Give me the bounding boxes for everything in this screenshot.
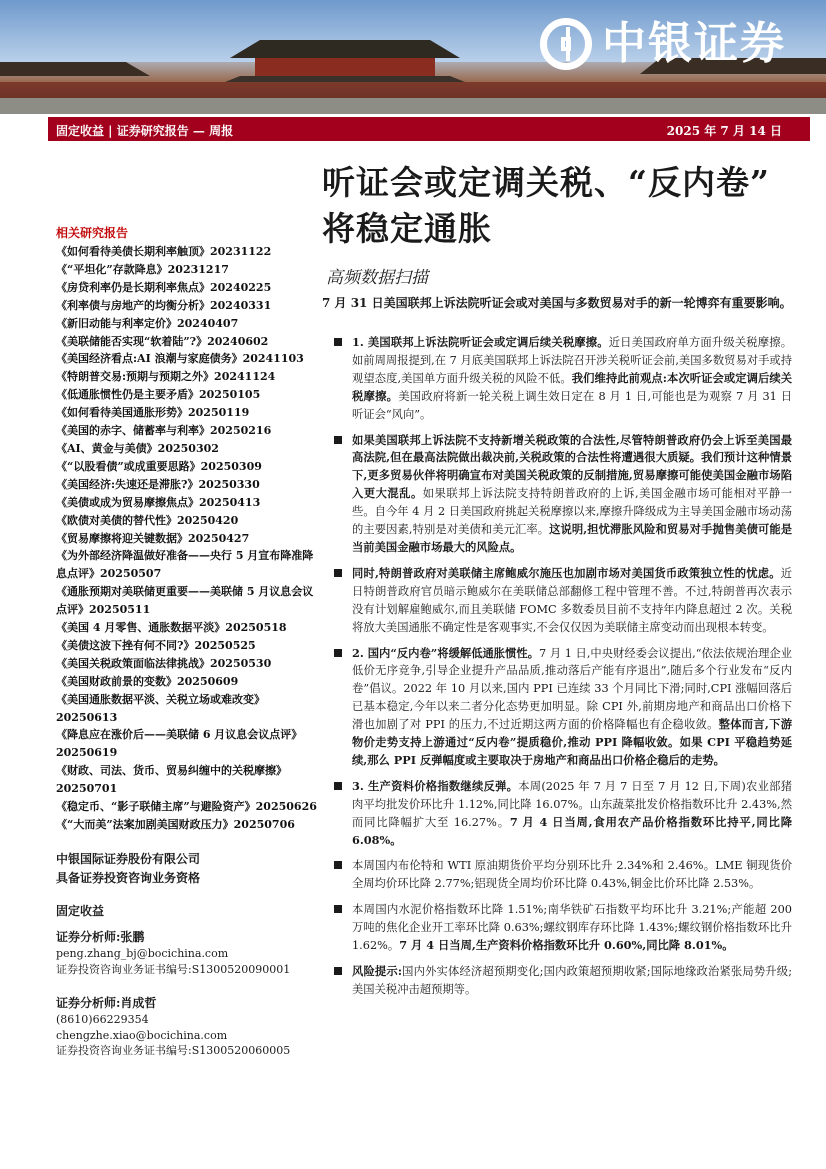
- firm-info: [56, 850, 200, 888]
- banner-palace-roof: [230, 40, 460, 58]
- body-paragraph: [334, 901, 792, 955]
- analyst-cert: 证券投资咨询业务证书编号:S1300520060005: [56, 1044, 291, 1057]
- related-report-item[interactable]: 《通胀预期对美联储更重要——美联储 5 月议息会议点评》20250511: [56, 585, 314, 617]
- banner-plaza: [0, 98, 826, 114]
- bold-text: 整体而言,下游物价走势支持上游通过“反内卷”提质稳价,推动 PPI 降幅收敛。如果 CPI 平稳趋势延续,那么 PPI 反弹幅度或主要取决于房地产和商品出口价格企稳后的走势。: [352, 717, 792, 767]
- lead-summary: 7 月 31 日美国联邦上诉法院听证会或对美国与多数贸易对手的新一轮博弈有重要影响。: [322, 296, 792, 310]
- body-text: 本周国内布伦特和 WTI 原油期货价平均分别环比升 2.34%和 2.46%。LME 铜现货价全周均价环比降 2.77%;铝现货全周均价环比降 0.43%,铜金比价环比降 2.53%。: [352, 859, 792, 891]
- analyst-email[interactable]: peng.zhang_bj@bocichina.com: [56, 947, 229, 960]
- brand-name: 中银证券: [602, 18, 786, 69]
- related-report-item[interactable]: 《AI、黄金与美债》20250302: [56, 441, 219, 455]
- firm-name: 中银国际证券股份有限公司: [56, 852, 201, 866]
- bullet-square-icon: [334, 861, 342, 869]
- related-reports-sidebar: [56, 224, 318, 834]
- body-text: 7 月 1 日,中央财经委会议提出,“依法依规治理企业低价无序竞争,引导企业提升产品品质,推动落后产能有序退出”,随后多个行业发布“反内卷”倡议。2022 年 10 月以来,国内 PPI 已连续 33 个月同比下滑;同时,CPI 涨幅回落后已基本稳定,今年以来二者分化态势更加明显。除 CPI 外,前期房地产和商品出口价格下滑也加剧了对 PPI 的压力,不过近期这两方面的价格降幅也有企稳收敛。: [352, 646, 793, 732]
- bold-text: 7 月 4 日当周,生产资料价格指数环比升 0.60%,同比降 8.01%。: [399, 938, 734, 953]
- body-text: 近日特朗普政府官员暗示鲍威尔在美联储总部翻修工程中管理不善。不过,特朗普再次表示没有计划解雇鲍威尔,而且美联储 FOMC 多数委员目前不支持年内降息超过 2 次。关税将放大美国通胀不确定性是客观事实,不会仅仅因为美联储主席变动而出现根本转变。: [352, 566, 792, 634]
- report-title: [322, 160, 812, 252]
- related-report-item[interactable]: 《美国关税政策面临法律挑战》20250530: [56, 656, 272, 670]
- bullet-square-icon: [334, 967, 342, 975]
- related-report-item[interactable]: 《美国经济:失速还是滞胀?》20250330: [56, 477, 260, 491]
- related-report-item[interactable]: 《美联储能否实现“软着陆”?》20240602: [56, 334, 269, 348]
- bullet-square-icon: [334, 436, 342, 444]
- bold-text: 这说明,担忧滞胀风险和贸易对手抛售美债可能是当前美国金融市场最大的风险点。: [352, 522, 793, 554]
- related-report-item[interactable]: 《美债或成为贸易摩擦焦点》20250413: [56, 495, 261, 509]
- bold-text: 我们维持此前观点:本次听证会或定调后续关税摩擦。: [352, 370, 792, 403]
- bullet-square-icon: [334, 905, 342, 913]
- related-report-item[interactable]: 《欧债对美债的替代性》20250420: [56, 513, 239, 527]
- related-report-item[interactable]: 《为外部经济降温做好准备——央行 5 月宣布降准降息点评》20250507: [56, 549, 314, 581]
- body-paragraph: [334, 565, 792, 637]
- body-text: 国内外实体经济超预期变化;国内政策超预期收紧;国际地缘政治紧张局势升级;美国关税冲击超预期等。: [352, 965, 793, 996]
- bold-text: 7 月 4 日当周,食用农产品价格指数环比持平,同比降 6.08%。: [352, 814, 792, 847]
- report-type-bar: [48, 117, 810, 141]
- analyst-title: 证券分析师:张鹏: [56, 930, 145, 944]
- bold-text: 3. 生产资料价格指数继续反弹。: [352, 778, 519, 793]
- related-report-item[interactable]: 《房贷利率仍是长期利率焦点》20240225: [56, 280, 272, 294]
- body-text: 美国政府将新一轮关税上调生效日定在 8 月 1 日,可能也是为观察 7 月 31 日听证会“风向”。: [352, 389, 792, 421]
- related-report-item[interactable]: 《美国 4 月零售、通胀数据平淡》20250518: [56, 621, 287, 635]
- related-report-item[interactable]: 《美国财政前景的变数》20250609: [56, 674, 239, 688]
- related-report-item[interactable]: 《降息应在涨价后——美联储 6 月议息会议点评》20250619: [56, 728, 303, 760]
- boc-logo-icon: [540, 18, 592, 70]
- analyst-title: 证券分析师:肖成哲: [56, 996, 157, 1010]
- body-paragraph: [334, 963, 792, 999]
- bullet-square-icon: [334, 649, 342, 657]
- related-report-item[interactable]: 《“大而美”法案加剧美国财政压力》20250706: [56, 818, 295, 831]
- related-report-item[interactable]: 《稳定币、“影子联储主席”与避险资产》20250626: [56, 800, 317, 814]
- title-line-2: 将稳定通胀: [322, 209, 492, 248]
- related-report-item[interactable]: 《“以股看债”或成重要思路》20250309: [56, 459, 262, 473]
- related-report-item[interactable]: 《财政、司法、货币、贸易纠缠中的关税摩擦》20250701: [56, 764, 287, 796]
- bold-text: 同时,特朗普政府对美联储主席鲍威尔施压也加剧市场对美国货币政策独立性的忧虑。: [352, 565, 781, 580]
- related-report-item[interactable]: 《“平坦化”存款降息》20231217: [56, 262, 229, 276]
- related-report-item[interactable]: 《利率债与房地产的均衡分析》20240331: [56, 298, 272, 312]
- related-report-item[interactable]: 《美国经济看点:AI 浪潮与家庭债务》20241103: [56, 352, 304, 366]
- bullet-square-icon: [334, 569, 342, 577]
- body-paragraph: [334, 857, 792, 893]
- body-paragraph: [334, 334, 792, 424]
- related-report-item[interactable]: 《低通胀惯性仍是主要矛盾》20250105: [56, 388, 261, 402]
- analyst-block: [56, 928, 290, 977]
- body-text: 如果联邦上诉法院支持特朗普政府的上诉,美国金融市场可能相对平静一些。自今年 4 月 2 日美国政府挑起关税摩擦以来,摩擦升降级成为主导美国金融市场动荡的主要因素,特别是对美债和美元汇率。: [352, 487, 792, 537]
- related-report-item[interactable]: 《美债这波下挫有何不同?》20250525: [56, 638, 256, 652]
- report-date: 2025 年 7 月 14 日: [666, 124, 782, 138]
- related-report-item[interactable]: 《美国通胀数据平淡、关税立场或难改变》20250613: [56, 692, 265, 724]
- bullet-square-icon: [334, 338, 342, 346]
- bold-text: 2. 国内“反内卷”将缓解低通胀惯性。: [352, 645, 540, 660]
- body-paragraph: [334, 645, 792, 770]
- report-subtitle: 高频数据扫描: [326, 268, 428, 288]
- related-report-item[interactable]: 《如何看待美国通胀形势》20250119: [56, 406, 250, 420]
- body-text: 本周(2025 年 7 月 7 日至 7 月 12 日,下周)农业部猪肉平均批发价环比升 1.12%,同比降 16.07%。山东蔬菜批发价格指数环比升 2.43%,然而同比降幅扩大至 16.27%。: [352, 779, 792, 829]
- related-report-item[interactable]: 《如何看待美债长期利率触顶》20231122: [56, 245, 272, 258]
- bold-text: 1. 美国联邦上诉法院听证会或定调后续关税摩擦。: [352, 335, 609, 349]
- analyst-block: [56, 994, 290, 1059]
- analyst-cert: 证券投资咨询业务证书编号:S1300520090001: [56, 962, 291, 976]
- related-report-item[interactable]: 《特朗普交易:预期与预期之外》20241124: [56, 370, 276, 384]
- body-paragraph: [334, 432, 792, 557]
- firm-qualification: 具备证券投资咨询业务资格: [56, 871, 201, 885]
- analyst-email[interactable]: chengzhe.xiao@bocichina.com: [56, 1028, 228, 1042]
- analyst-phone: (8610)66229354: [56, 1013, 149, 1026]
- bold-text: 风险提示:: [352, 964, 403, 978]
- bold-text: 如果美国联邦上诉法院不支持新增关税政策的合法性,尽管特朗普政府仍会上诉至美国最高法院,但在最高法院做出裁决前,关税政策的合法性将遭遇很大质疑。我们预计这种情景下,更多贸易伙伴将明确宣布对美国关税政策的反制措施,贸易摩擦可能使美国金融市场陷入更大混乱。: [352, 432, 792, 501]
- related-reports-list: [56, 243, 318, 834]
- related-report-item[interactable]: 《贸易摩擦将迎关键数据》20250427: [56, 531, 250, 545]
- bullet-square-icon: [334, 782, 342, 790]
- body-text: 近日美国政府单方面升级关税摩擦。如前周周报提到,在 7 月底美国联邦上诉法院召开涉关税听证会前,美国多数贸易对手或持观望态度,美国单方面升级关税的风险不低。: [352, 336, 792, 385]
- brand-logo: [540, 14, 810, 76]
- related-reports-heading: 相关研究报告: [56, 226, 129, 240]
- related-report-item[interactable]: 《新旧动能与利率定价》20240407: [56, 316, 239, 330]
- report-body: [334, 334, 792, 1007]
- banner-roof-left: [0, 62, 150, 76]
- report-category: 固定收益 | 证券研究报告 — 周报: [56, 124, 234, 138]
- header-banner-image: [0, 0, 826, 114]
- body-text: 本周国内水泥价格指数环比降 1.51%;南华铁矿石指数平均环比升 3.21%;产能超 200 万吨的焦化企业开工率环比降 0.63%;螺纹钢库存环比降 1.43%;螺纹钢价格指数环比升 1.62%。: [352, 903, 792, 953]
- related-report-item[interactable]: 《美国的赤字、储蓄率与利率》20250216: [56, 424, 272, 438]
- title-line-1: 听证会或定调关税、“反内卷”: [322, 163, 770, 202]
- sector-label: 固定收益: [56, 904, 105, 918]
- body-paragraph: [334, 778, 792, 850]
